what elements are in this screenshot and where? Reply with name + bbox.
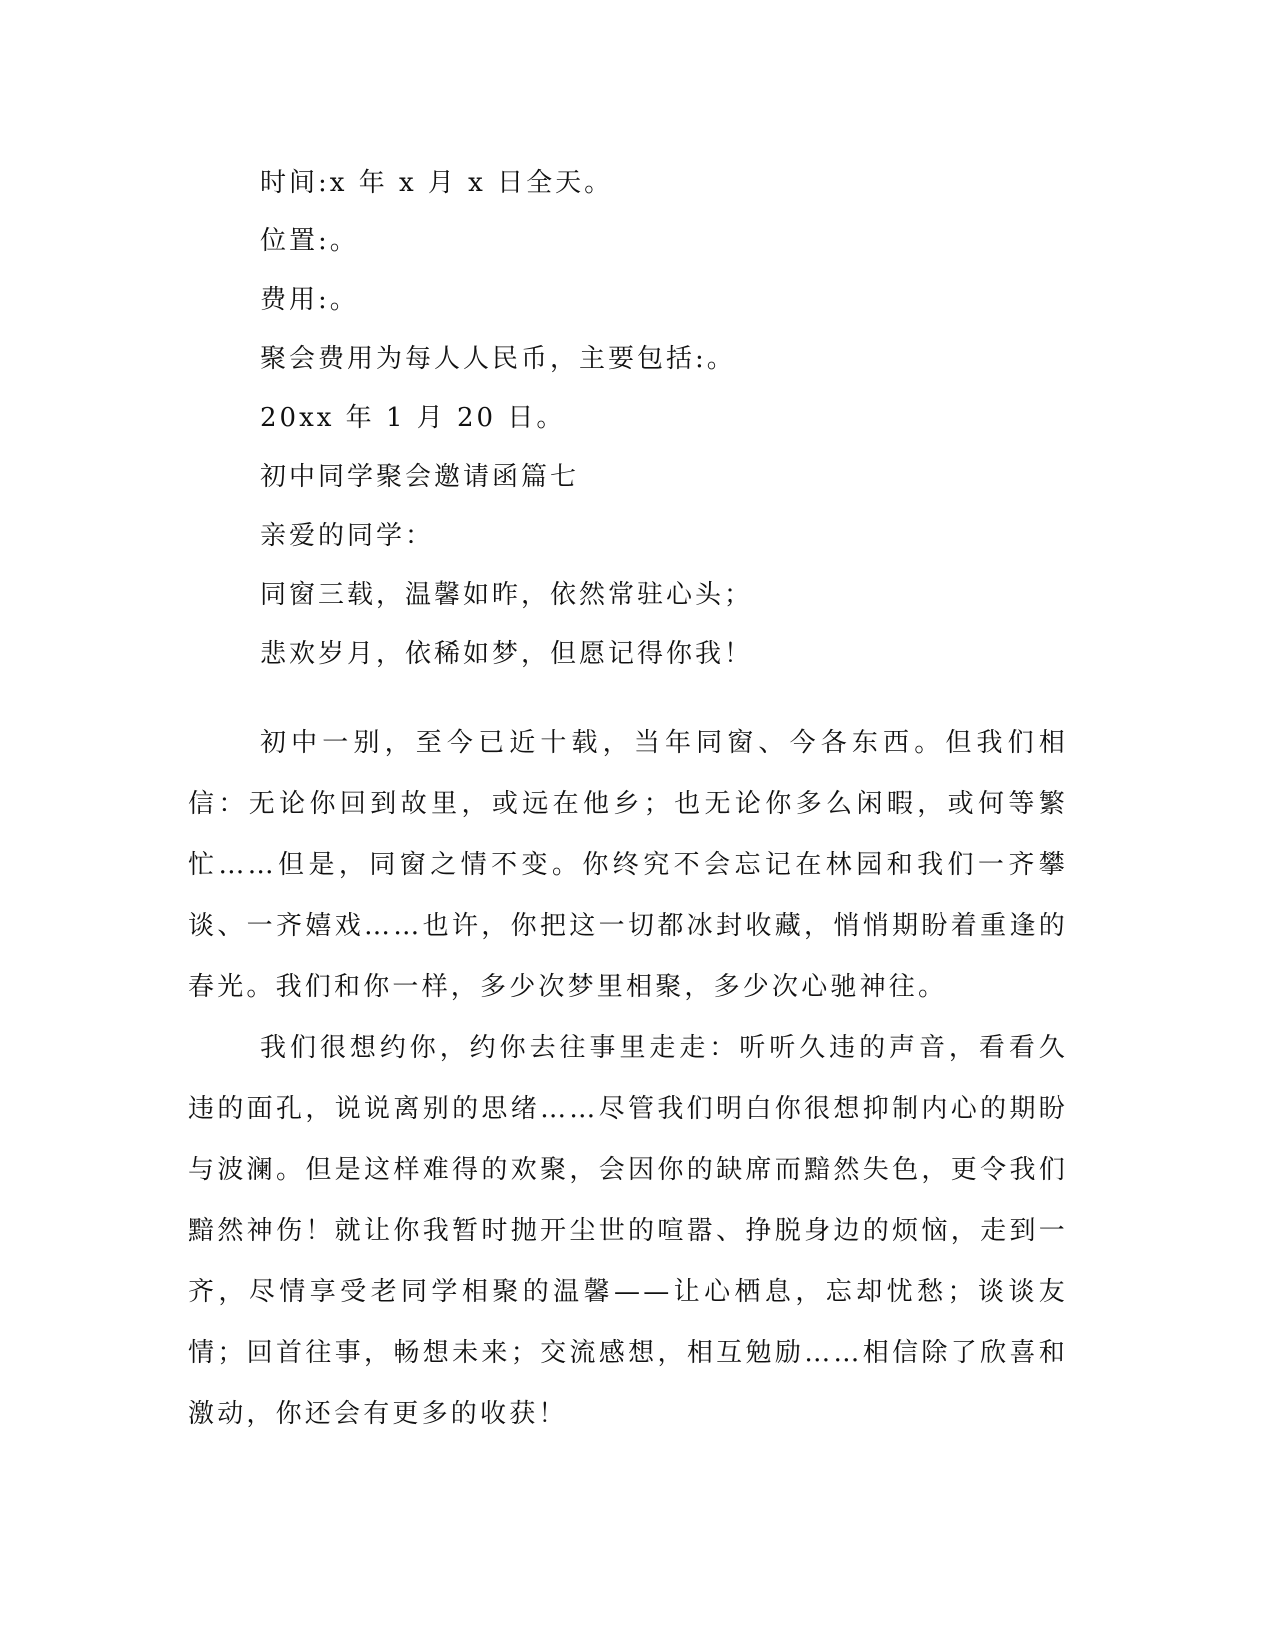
cost-line: 费用:。: [260, 285, 359, 315]
section-title: 初中同学聚会邀请函篇七: [260, 462, 580, 492]
cost-detail-line: 聚会费用为每人人民币，主要包括:。: [260, 344, 736, 374]
body-paragraph-1: 初中一别，至今已近十载，当年同窗、今各东西。但我们相信：无论你回到故里，或远在他乡；也无论你多么闲暇，或何等繁忙……但是，同窗之情不变。你终究不会忘记在林园和我们一齐攀谈、一齐嬉戏……也许，你把这一切都冰封收藏，悄悄期盼着重逢的春光。我们和你一样，多少次梦里相聚，多少次心驰神往。: [188, 728, 1068, 1002]
date-line: 20xx 年 1 月 20 日。: [260, 403, 566, 433]
time-line: 时间:x 年 x 月 x 日全天。: [260, 168, 614, 198]
body-paragraph-2: 我们很想约你，约你去往事里走走：听听久违的声音，看看久违的面孔，说说离别的思绪……尽管我们明白你很想抑制内心的期盼与波澜。但是这样难得的欢聚，会因你的缺席而黯然失色，更令我们黯然神伤！就让你我暂时抛开尘世的喧嚣、挣脱身边的烦恼，走到一齐，尽情享受老同学相聚的温馨——让心栖息，忘却忧愁；谈谈友情；回首往事，畅想未来；交流感想，相互勉励……相信除了欣喜和激动，你还会有更多的收获！: [188, 1033, 1068, 1429]
verse-line-2: 悲欢岁月，依稀如梦，但愿记得你我！: [260, 639, 754, 669]
verse-line-1: 同窗三载，温馨如昨，依然常驻心头；: [260, 580, 754, 610]
salutation: 亲爱的同学：: [260, 521, 435, 551]
location-line: 位置:。: [260, 226, 359, 256]
